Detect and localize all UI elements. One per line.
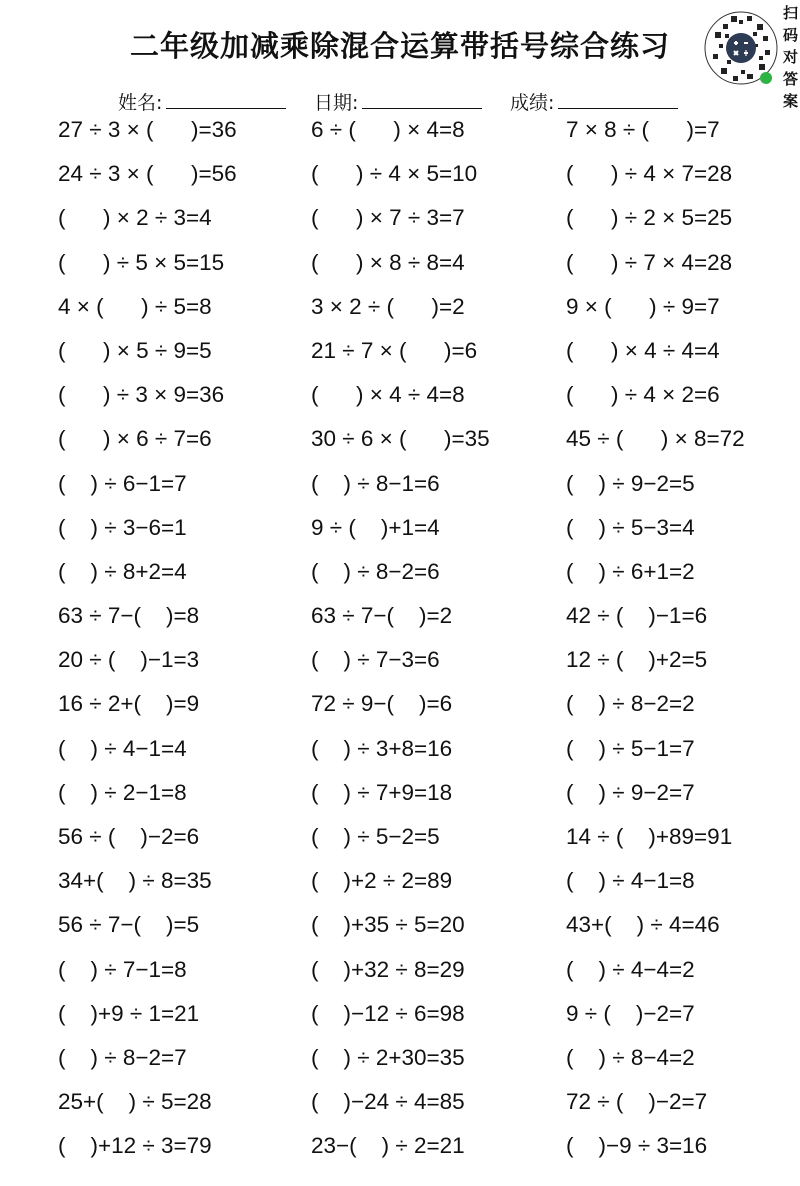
page-title: 二年级加减乘除混合运算带括号综合练习	[129, 29, 670, 63]
math-problem[interactable]: 34+( ) ÷ 8=35	[58, 868, 212, 894]
math-problem[interactable]: 20 ÷ ( )−1=3	[58, 647, 200, 673]
math-problem[interactable]: ( ) ÷ 4 × 5=10	[311, 161, 478, 187]
qr-caption-char: 答	[782, 70, 798, 88]
date-label: 日期:	[314, 92, 359, 114]
math-problem[interactable]: ( ) × 4 ÷ 4=8	[311, 382, 465, 408]
math-problem[interactable]: ( ) ÷ 2+30=35	[311, 1044, 465, 1070]
math-problem[interactable]: ( ) ÷ 4−4=2	[566, 956, 695, 982]
math-problem[interactable]: ( ) ÷ 8+2=4	[58, 558, 187, 584]
math-problem[interactable]: ( ) ÷ 3+8=16	[311, 735, 453, 761]
math-problem[interactable]: ( ) ÷ 8−2=7	[58, 1044, 187, 1070]
math-problem[interactable]: 9 ÷ ( )+1=4	[311, 514, 440, 540]
problem-column-3	[566, 108, 800, 1169]
math-problem[interactable]: 42 ÷ ( )−1=6	[566, 603, 708, 629]
math-problem[interactable]: 24 ÷ 3 × ( )=56	[58, 161, 237, 187]
qr-caption-char: 扫	[782, 4, 798, 22]
math-problem[interactable]: 6 ÷ ( ) × 4=8	[311, 117, 465, 142]
math-problem[interactable]: 63 ÷ 7−( )=2	[311, 603, 453, 629]
math-problem[interactable]: ( )−9 ÷ 3=16	[566, 1133, 708, 1159]
math-problem[interactable]: ( )+32 ÷ 8=29	[311, 956, 465, 982]
math-problem[interactable]: ( ) ÷ 6−1=7	[58, 470, 187, 496]
math-problem[interactable]: 45 ÷ ( ) × 8=72	[566, 426, 745, 452]
qr-caption	[781, 2, 800, 112]
math-problem[interactable]: ( )−12 ÷ 6=98	[311, 1000, 465, 1026]
math-problem[interactable]: ( ) ÷ 5 × 5=15	[58, 249, 225, 275]
math-problem[interactable]: ( ) ÷ 7+9=18	[311, 779, 453, 805]
math-problem[interactable]: ( ) ÷ 4 × 7=28	[566, 161, 733, 187]
problem-column-1	[58, 108, 298, 1169]
math-problem[interactable]: ( )−24 ÷ 4=85	[311, 1089, 465, 1115]
math-problem[interactable]: ( ) ÷ 2−1=8	[58, 779, 187, 805]
qr-caption-char: 案	[782, 92, 798, 110]
math-problem[interactable]: 27 ÷ 3 × ( )=36	[58, 117, 237, 142]
math-problem[interactable]: ( ) ÷ 6+1=2	[566, 558, 695, 584]
math-problem[interactable]: ( ) ÷ 5−2=5	[311, 824, 440, 849]
qr-caption-char: 对	[782, 48, 798, 66]
math-problem[interactable]: ( ) ÷ 2 × 5=25	[566, 205, 733, 231]
math-problem[interactable]: ( ) × 7 ÷ 3=7	[311, 205, 465, 231]
math-problem[interactable]: 4 × ( ) ÷ 5=8	[58, 293, 212, 319]
math-problem[interactable]: ( ) ÷ 4 × 2=6	[566, 382, 720, 408]
math-problem[interactable]: 21 ÷ 7 × ( )=6	[311, 337, 478, 363]
math-problem[interactable]: 7 × 8 ÷ ( )=7	[566, 117, 720, 142]
math-problem[interactable]: ( )+9 ÷ 1=21	[58, 1000, 200, 1026]
math-problem[interactable]: ( ) ÷ 7−1=8	[58, 956, 187, 982]
math-problem[interactable]: ( ) ÷ 8−1=6	[311, 470, 440, 496]
math-problem[interactable]: ( ) ÷ 3 × 9=36	[58, 382, 225, 408]
math-problem[interactable]: 30 ÷ 6 × ( )=35	[311, 426, 490, 452]
math-problem[interactable]: ( ) ÷ 5−3=4	[566, 514, 695, 540]
math-problem[interactable]: ( ) ÷ 5−1=7	[566, 735, 695, 761]
qr-code-icon	[703, 6, 779, 90]
math-problem[interactable]: 14 ÷ ( )+89=91	[566, 824, 733, 849]
math-problem[interactable]: ( ) ÷ 9−2=7	[566, 779, 695, 805]
math-problem[interactable]: 56 ÷ ( )−2=6	[58, 824, 200, 849]
math-problem[interactable]: 56 ÷ 7−( )=5	[58, 912, 200, 938]
qr-caption-char: 码	[782, 26, 798, 44]
math-problem[interactable]: 3 × 2 ÷ ( )=2	[311, 293, 465, 319]
math-problem[interactable]: ( ) ÷ 4−1=4	[58, 735, 187, 761]
math-problem[interactable]: 63 ÷ 7−( )=8	[58, 603, 200, 629]
math-problem[interactable]: 9 × ( ) ÷ 9=7	[566, 293, 720, 319]
math-problem[interactable]: ( ) × 8 ÷ 8=4	[311, 249, 465, 275]
math-problem[interactable]: 23−( ) ÷ 2=21	[311, 1133, 465, 1159]
math-problem[interactable]: 43+( ) ÷ 4=46	[566, 912, 720, 938]
math-problem[interactable]: 25+( ) ÷ 5=28	[58, 1089, 212, 1115]
math-problem[interactable]: ( ) ÷ 7 × 4=28	[566, 249, 733, 275]
math-problem[interactable]: ( )+35 ÷ 5=20	[311, 912, 465, 938]
math-problem[interactable]: ( ) ÷ 4−1=8	[566, 868, 695, 894]
qr-code[interactable]	[703, 6, 779, 90]
math-problem[interactable]: 9 ÷ ( )−2=7	[566, 1000, 695, 1026]
math-problem[interactable]: ( ) ÷ 7−3=6	[311, 647, 440, 673]
math-problem[interactable]: 72 ÷ ( )−2=7	[566, 1089, 708, 1115]
name-label: 姓名:	[118, 92, 163, 114]
math-problem[interactable]: ( ) ÷ 3−6=1	[58, 514, 187, 540]
math-problem[interactable]: ( ) ÷ 8−2=2	[566, 691, 695, 717]
math-problem[interactable]: ( ) × 2 ÷ 3=4	[58, 205, 212, 231]
score-blank[interactable]	[558, 90, 678, 109]
math-problem[interactable]: ( ) × 5 ÷ 9=5	[58, 337, 212, 363]
math-problem[interactable]: ( ) ÷ 9−2=5	[566, 470, 695, 496]
math-problem[interactable]: 16 ÷ 2+( )=9	[58, 691, 200, 717]
math-problem[interactable]: ( )+12 ÷ 3=79	[58, 1133, 212, 1159]
math-problem[interactable]: 12 ÷ ( )+2=5	[566, 647, 708, 673]
math-problem[interactable]: ( ) × 4 ÷ 4=4	[566, 337, 720, 363]
problem-column-2	[311, 108, 551, 1169]
date-blank[interactable]	[362, 90, 482, 109]
name-blank[interactable]	[166, 90, 286, 109]
math-problem[interactable]: ( )+2 ÷ 2=89	[311, 868, 453, 894]
score-label: 成绩:	[510, 92, 555, 114]
math-problem[interactable]: ( ) ÷ 8−2=6	[311, 558, 440, 584]
math-problem[interactable]: ( ) ÷ 8−4=2	[566, 1044, 695, 1070]
math-problem[interactable]: 72 ÷ 9−( )=6	[311, 691, 453, 717]
math-problem[interactable]: ( ) × 6 ÷ 7=6	[58, 426, 212, 452]
